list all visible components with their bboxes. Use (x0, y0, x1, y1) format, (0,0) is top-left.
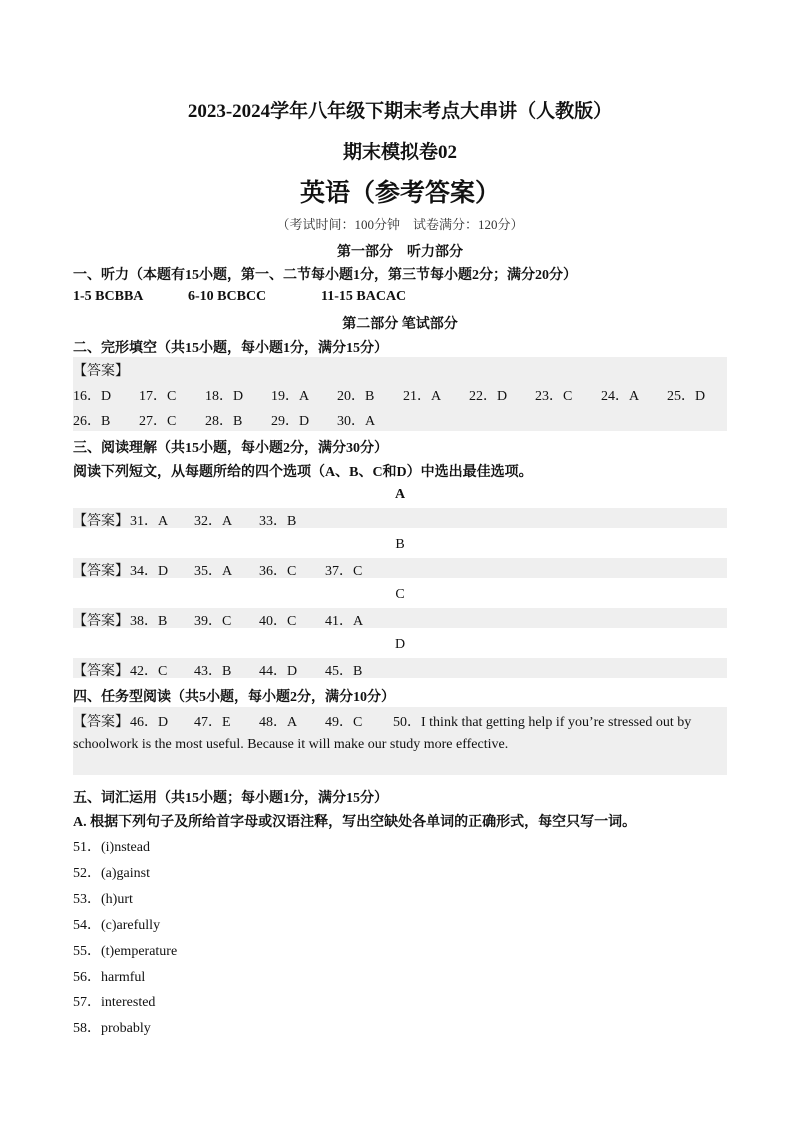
answer-strip (73, 658, 727, 678)
task-answer: 47．E (194, 715, 231, 730)
task-answer: 49．C (325, 715, 363, 730)
vocab-answer: 58．probably (73, 1021, 151, 1036)
vocab-answer: 55．(t)emperature (73, 944, 178, 959)
reading-answer: 41．A (325, 614, 364, 629)
answer-label: 【答案】 (73, 364, 129, 379)
cloze-answer: 28．B (205, 414, 243, 429)
cloze-answer: 26．B (73, 414, 111, 429)
reading-answer: 34．D (130, 564, 169, 579)
cloze-answer: 25．D (667, 389, 706, 404)
task-answer-50-line2: schoolwork is the most useful. Because it will make our study more effective. (73, 737, 509, 752)
answer-label: 【答案】 (73, 715, 129, 730)
document-subtitle: 期末模拟卷02 (342, 142, 457, 163)
reading-answer: 39．C (194, 614, 232, 629)
section3-instructions: 阅读下列短文，从每题所给的四个选项（A、B、C和D）中选出最佳选项。 (73, 465, 533, 480)
cloze-answer: 30．A (337, 414, 376, 429)
part1-heading: 第一部分 听力部分 (337, 245, 463, 260)
answer-label: 【答案】 (73, 664, 129, 679)
reading-answer: 43．B (194, 664, 232, 679)
passage-label-d: D (394, 637, 406, 652)
reading-answer: 35．A (194, 564, 233, 579)
cloze-answer: 27．C (139, 414, 177, 429)
reading-answer: 45．B (325, 664, 363, 679)
reading-answer: 38．B (130, 614, 168, 629)
cloze-answer: 18．D (205, 389, 244, 404)
task-answer-50-line1: 50．I think that getting help if you’re stressed out by (393, 715, 692, 730)
cloze-answer: 24．A (601, 389, 640, 404)
passage-label-a: A (394, 487, 406, 502)
task-answer: 48．A (259, 715, 298, 730)
vocab-answer: 53．(h)urt (73, 892, 133, 907)
reading-answer: 33．B (259, 514, 297, 529)
cloze-answer: 23．C (535, 389, 573, 404)
cloze-answer: 29．D (271, 414, 310, 429)
vocab-answer: 52．(a)gainst (73, 866, 150, 881)
vocab-answer: 57．interested (73, 995, 156, 1010)
reading-answer: 32．A (194, 514, 233, 529)
reading-answer: 36．C (259, 564, 297, 579)
cloze-answer: 21．A (403, 389, 442, 404)
document-title: 2023-2024学年八年级下期末考点大串讲（人教版） (187, 101, 613, 122)
section4-title: 四、任务型阅读（共5小题，每小题2分，满分10分） (73, 690, 395, 705)
answer-strip (73, 558, 727, 578)
exam-meta: （考试时间：100分钟 试卷满分：120分） (276, 217, 524, 232)
reading-answer: 44．D (259, 664, 298, 679)
section2-title: 二、完形填空（共15小题，每小题1分，满分15分） (73, 341, 388, 356)
section1-title: 一、听力（本题有15小题，第一、二节每小题1分，第三节每小题2分；满分20分） (73, 268, 577, 283)
reading-answer: 31．A (130, 514, 169, 529)
cloze-answer: 16．D (73, 389, 112, 404)
answer-label: 【答案】 (73, 614, 129, 629)
passage-label-b: B (395, 537, 405, 552)
vocab-answer: 51．(i)nstead (73, 840, 150, 855)
part2-heading: 第二部分 笔试部分 (342, 317, 458, 332)
vocab-answer: 56．harmful (73, 970, 146, 985)
answer-strip (73, 608, 727, 628)
cloze-answer: 22．D (469, 389, 508, 404)
listening-answer-group: 1-5 BCBBA (73, 289, 144, 304)
cloze-answer: 20．B (337, 389, 375, 404)
listening-answer-group: 11-15 BACAC (321, 289, 407, 304)
cloze-answer: 19．A (271, 389, 310, 404)
answer-strip (73, 508, 727, 528)
document-heading: 英语（参考答案） (299, 180, 500, 207)
section5-part-a: A. 根据下列句子及所给首字母或汉语注释，写出空缺处各单词的正确形式，每空只写一词。 (73, 815, 637, 830)
listening-answer-group: 6-10 BCBCC (188, 289, 267, 304)
vocab-answer: 54．(c)arefully (73, 918, 161, 933)
cloze-answer: 17．C (139, 389, 177, 404)
task-answer: 46．D (130, 715, 169, 730)
reading-answer: 37．C (325, 564, 363, 579)
section5-title: 五、词汇运用（共15小题；每小题1分，满分15分） (73, 791, 388, 806)
reading-answer: 42．C (130, 664, 168, 679)
reading-answer: 40．C (259, 614, 297, 629)
answer-label: 【答案】 (73, 564, 129, 579)
answer-label: 【答案】 (73, 514, 129, 529)
passage-label-c: C (395, 587, 405, 602)
section3-title: 三、阅读理解（共15小题，每小题2分，满分30分） (73, 441, 388, 456)
